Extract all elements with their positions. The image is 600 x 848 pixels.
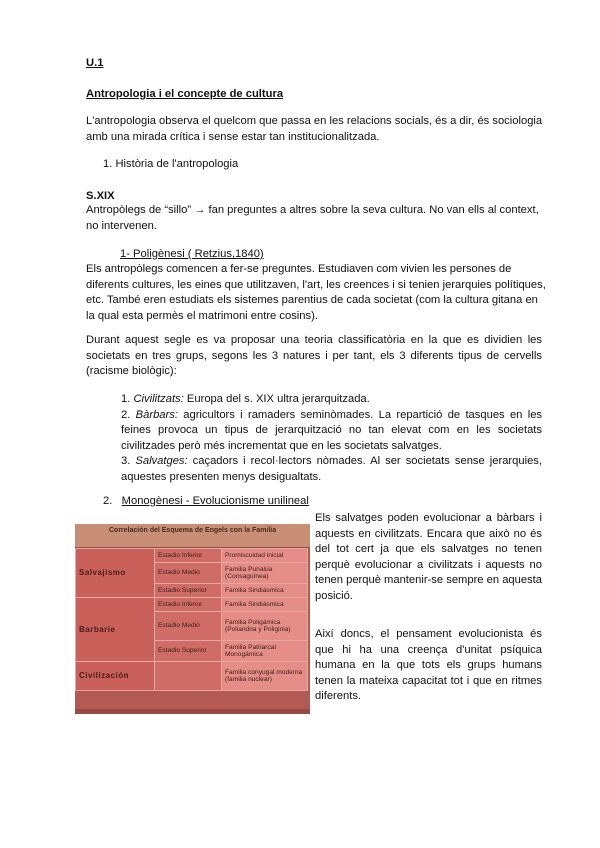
segle-paragraph — [86, 333, 542, 380]
list-item-civilitzats: 1. Civilitzats: Europa del s. XIX ultra jerarquitzada. — [121, 393, 370, 405]
text-line: societats en tres grups, segons les 3 natures i per tant, els 3 diferents tipus de cervells — [86, 349, 542, 362]
table-bottom-edge — [75, 709, 310, 714]
stage-cell: Civilización — [76, 662, 155, 691]
stage-cell: Barbarie — [76, 598, 155, 662]
level-cell: Estadio Inferior — [155, 598, 222, 612]
level-cell: Estadio Medio — [155, 563, 222, 584]
text-line: amb una mirada crítica i sense estar tan institucionalitzada. — [86, 130, 380, 143]
level-cell: Estadio Medio — [155, 612, 222, 641]
text-line: la qual esta permès el matrimoni entre cosins). — [86, 309, 318, 322]
text-line: etc. També eren estudiats els sistemes parentius de cada societat (com la cultura gitana en — [86, 294, 538, 306]
text-line: feines provoca un tipus de jerarquització no tan elevat com en les societats — [121, 424, 542, 436]
monogenesi-heading: 2. Monogènesi - Evolucionisme unilineal — [103, 495, 309, 507]
text-line: civilitzades però més incrementat que en les societats salvatges. — [121, 439, 442, 452]
text-line: tenen la mateixa capacitat tot i que en ritmes — [315, 674, 542, 687]
right-paragraph-1 — [315, 511, 542, 605]
level-cell: Estadio Superior — [155, 641, 222, 662]
text-line: Els salvatges poden evolucionar a bàrbars i — [315, 512, 542, 524]
table-title-text: Correlación del Esquema de Engels con la Familia — [108, 527, 277, 534]
text-line: humana en la que tots els grups humans — [315, 659, 542, 672]
level-cell — [155, 662, 222, 691]
text-line: diferents cultures, les eines que utilitzaven, l'art, les creences i si tenien jerarquies polítiques, — [86, 278, 546, 291]
list-item-salvatges: 3. Salvatges: caçadors i recol·lectors nòmades. Al ser societats sense jerarquies, — [121, 455, 542, 467]
list-item-history: 1. Història de l'antropologia — [103, 158, 239, 170]
page-title: Antropologia i el concepte de cultura — [86, 88, 284, 100]
table-row — [76, 662, 308, 691]
text-line: diferents. — [315, 690, 362, 703]
sxix-paragraph — [86, 203, 556, 234]
types-list — [121, 392, 542, 485]
text-line: Així doncs, el pensament evolucionista és — [315, 628, 542, 640]
table-title — [75, 524, 310, 548]
engels-table — [75, 548, 308, 691]
stage-cell: Salvajismo — [76, 549, 155, 598]
text-line: (racisme biològic): — [86, 365, 177, 377]
text-line: aquestes presenten menys desigualtats. — [121, 470, 322, 483]
intro-paragraph — [86, 114, 556, 145]
family-cell: Familia Poligámica (Poliandria y Poliginia) — [222, 612, 308, 641]
text-line: L'antropologia observa el quelcom que passa en les relacions socials, és a dir, és sociologia — [86, 115, 543, 127]
family-cell: Familia Punalúa (Consaguínea) — [222, 563, 308, 584]
section-heading-sxix: S.XIX — [86, 190, 115, 202]
text-line: perquè evolucionar a civilitzats i aquests no — [315, 558, 542, 571]
table-row — [76, 598, 308, 612]
text-line: aquests en civilitzats. Encara que això no és — [315, 527, 542, 540]
level-cell: Estadio Inferior — [155, 549, 222, 563]
text-line: posició. — [315, 589, 353, 602]
text-line: no intervenen. — [86, 219, 157, 232]
family-cell: Familia Sindiásmica — [222, 584, 308, 598]
level-cell: Estadio Superior — [155, 584, 222, 598]
unit-label: U.1 — [86, 57, 104, 69]
family-cell: Familia conyugal moderna (familia nuclear) — [222, 662, 308, 691]
text-line: Els antropòlegs comencen a fer-se preguntes. Estudiaven com vivien les persones de — [86, 263, 512, 275]
engels-table-image — [75, 524, 310, 714]
poligenesi-heading: 1- Poligènesi ( Retzius,1840) — [120, 248, 264, 260]
right-paragraph-2 — [315, 627, 542, 705]
family-cell: Familia Patriarcal Monogámica — [222, 641, 308, 662]
text-line: Durant aquest segle es va proposar una teoria classificatòria en la que es dividien les — [86, 334, 542, 346]
table-row — [76, 549, 308, 563]
text-line: del tot cert ja que els salvatges no tenen — [315, 543, 542, 556]
family-cell: Promiscuidad inicial — [222, 549, 308, 563]
list-item-barbars: 2. Bàrbars: agricultors i ramaders seminòmades. La repartició de tasques en les — [121, 408, 543, 421]
text-line: Antropòlegs de “sillo” → fan preguntes a altres sobre la seva cultura. No van ells al context, — [86, 204, 539, 216]
text-line: tenen perquè mantenir-se sempre en aquesta — [315, 574, 543, 587]
family-cell: Familia Sindiásmica — [222, 598, 308, 612]
text-line: que hi ha una creença d'unitat psíquica — [315, 643, 542, 656]
poligenesi-paragraph — [86, 262, 556, 324]
